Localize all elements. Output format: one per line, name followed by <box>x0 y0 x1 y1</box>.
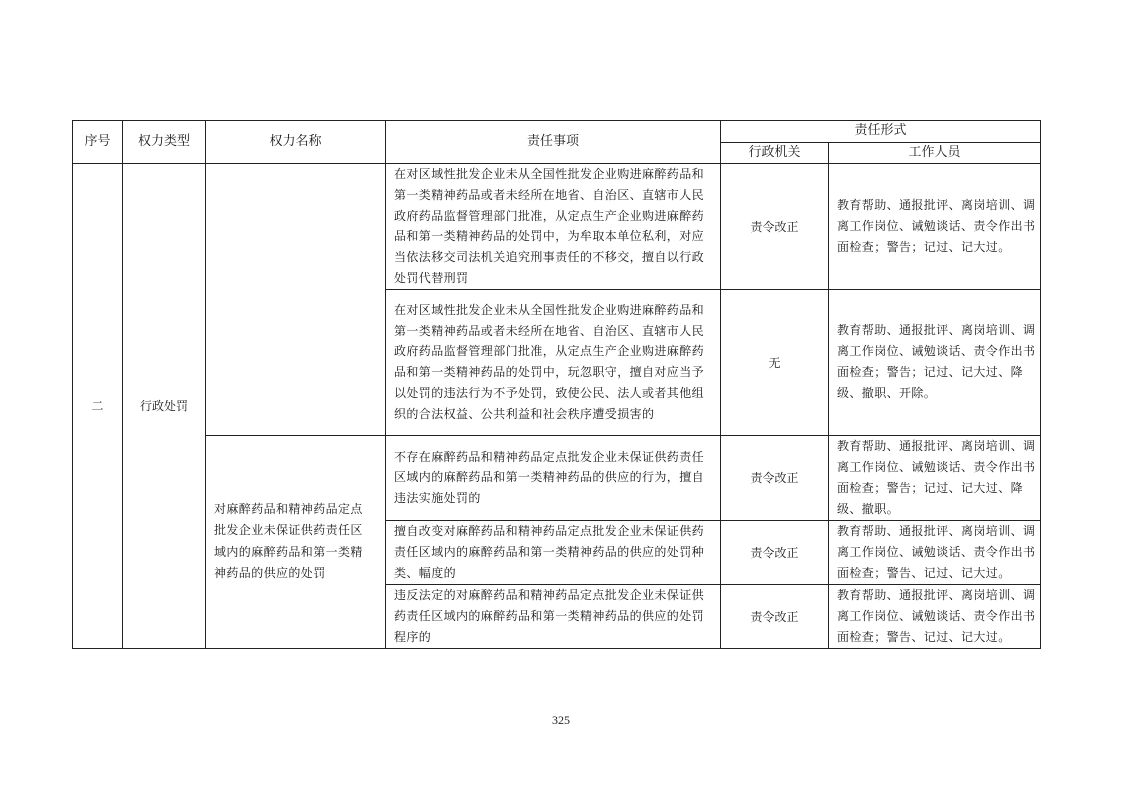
staff-cell: 教育帮助、通报批评、离岗培训、调离工作岗位、诫勉谈话、责令作出书面检查；警告；记过、记大过、降级、撤职、开除。 <box>829 289 1041 435</box>
header-duty-items: 责任事项 <box>386 121 721 164</box>
agency-cell: 责令改正 <box>721 164 829 290</box>
duty-cell: 不存在麻醉药品和精神药品定点批发企业未保证供药责任区域内的麻醉药品和第一类精神药品的供应的行为，擅自违法实施处罚的 <box>386 435 721 520</box>
duty-cell: 在对区域性批发企业未从全国性批发企业购进麻醉药品和第一类精神药品或者未经所在地省、自治区、直辖市人民政府药品监督管理部门批准，从定点生产企业购进麻醉药品和第一类精神药品的处罚中，玩忽职守，擅自对应当予以处罚的违法行为不予处罚，致使公民、法人或者其他组织的合法权益、公共利益和社会秩序遭受损害的 <box>386 289 721 435</box>
staff-cell: 教育帮助、通报批评、离岗培训、调离工作岗位、诫勉谈话、责令作出书面检查；警告、记过、记大过。 <box>829 520 1041 584</box>
power-name-cell-empty <box>206 164 386 436</box>
staff-cell: 教育帮助、通报批评、离岗培训、调离工作岗位、诫勉谈话、责令作出书面检查；警告、记过、记大过。 <box>829 584 1041 648</box>
header-seq: 序号 <box>73 121 123 164</box>
agency-cell: 责令改正 <box>721 584 829 648</box>
agency-cell: 无 <box>721 289 829 435</box>
responsibility-table <box>72 120 1041 649</box>
page-number: 325 <box>552 713 570 727</box>
header-power-type: 权力类型 <box>123 121 206 164</box>
duty-cell: 违反法定的对麻醉药品和精神药品定点批发企业未保证供药责任区域内的麻醉药品和第一类精神药品的供应的处罚程序的 <box>386 584 721 648</box>
header-responsibility-form: 责任形式 <box>721 121 1041 143</box>
header-admin-agency: 行政机关 <box>721 142 829 164</box>
duty-cell: 在对区域性批发企业未从全国性批发企业购进麻醉药品和第一类精神药品或者未经所在地省、自治区、直辖市人民政府药品监督管理部门批准，从定点生产企业购进麻醉药品和第一类精神药品的处罚中，为牟取本单位私利，对应当依法移交司法机关追究刑事责任的不移交，擅自以行政处罚代替刑罚 <box>386 164 721 290</box>
header-row-1 <box>73 121 1041 143</box>
agency-cell: 责令改正 <box>721 435 829 520</box>
staff-cell: 教育帮助、通报批评、离岗培训、调离工作岗位、诫勉谈话、责令作出书面检查；警告；记过、记大过。 <box>829 164 1041 290</box>
table-row <box>73 435 1041 520</box>
staff-cell: 教育帮助、通报批评、离岗培训、调离工作岗位、诫勉谈话、责令作出书面检查；警告；记过、记大过、降级、撤职。 <box>829 435 1041 520</box>
header-staff: 工作人员 <box>829 142 1041 164</box>
table-row <box>73 164 1041 290</box>
seq-cell: 二 <box>73 164 123 649</box>
agency-cell: 责令改正 <box>721 520 829 584</box>
power-type-cell: 行政处罚 <box>123 164 206 649</box>
duty-cell: 擅自改变对麻醉药品和精神药品定点批发企业未保证供药责任区域内的麻醉药品和第一类精神药品的供应的处罚种类、幅度的 <box>386 520 721 584</box>
power-name-cell: 对麻醉药品和精神药品定点批发企业未保证供药责任区域内的麻醉药品和第一类精神药品的供应的处罚 <box>206 435 386 648</box>
header-power-name: 权力名称 <box>206 121 386 164</box>
